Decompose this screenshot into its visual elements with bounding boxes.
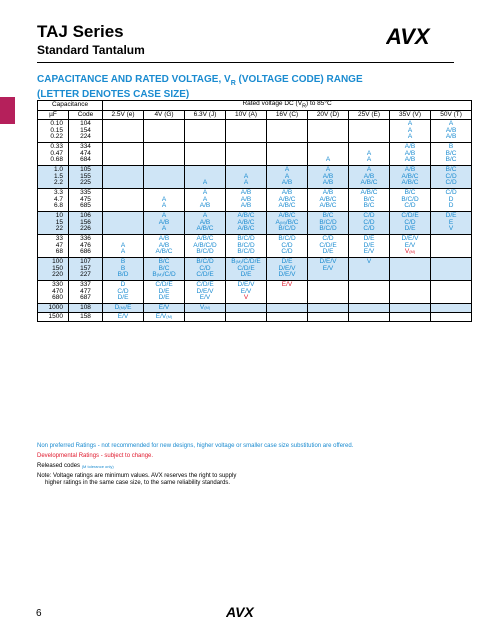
case-size-entry: C/D: [117, 287, 129, 295]
case-size-entry: A: [161, 211, 167, 219]
avx-logo: [386, 24, 446, 48]
case-size-cell: [226, 304, 267, 313]
case-size-cell: [349, 235, 390, 258]
case-size-cell: [349, 143, 390, 166]
case-size-entry: $E/V^{(M)}$: [155, 312, 173, 320]
case-size-entry: $B^{(M)}/C/D/E$: [231, 257, 261, 265]
case-size-entry: C/D/E: [237, 264, 255, 272]
table-row: [38, 258, 472, 281]
case-size-entry: C/D/E: [401, 211, 419, 219]
capacitance-uf: 100 150 220: [38, 258, 69, 281]
case-size-entry: A/B: [199, 218, 211, 226]
logo-text: AVX: [386, 24, 430, 48]
case-size-cell: [267, 281, 308, 304]
capacitance-uf: 1.0 1.5 2.2: [38, 166, 69, 189]
case-size-entry: E/V: [363, 248, 375, 256]
note-developmental: Developmental Ratings - subject to change.: [37, 453, 154, 459]
case-size-cell: [103, 212, 144, 235]
case-size-entry: B/C: [445, 165, 457, 173]
case-size-entry: B/D: [117, 271, 129, 279]
case-size-entry: C/D/E: [319, 241, 337, 249]
case-size-entry: C/D: [445, 188, 457, 196]
capacitance-uf: 1000: [38, 304, 69, 313]
case-size-cell: [103, 120, 144, 143]
footer-avx-logo: [226, 604, 268, 618]
capacitance-uf: 0.33 0.47 0.68: [38, 143, 69, 166]
case-size-entry: A/B: [445, 133, 457, 141]
case-size-entry: A/B/C: [237, 211, 255, 219]
note-nonpreferred: Non preferred Ratings - not recommended for new designs, higher voltage or smaller case size substitution are offered.: [37, 443, 354, 449]
case-size-entry: A/B: [445, 126, 457, 134]
case-size-entry: A: [120, 248, 126, 256]
case-size-entry: V: [448, 225, 454, 233]
capacitance-code: 108: [69, 304, 103, 313]
case-size-cell: [308, 281, 349, 304]
case-size-entry: D/E: [281, 257, 293, 265]
case-size-cell: [267, 189, 308, 212]
case-size-entry: A/B/C: [319, 202, 337, 210]
capacitance-voltage-table: [37, 100, 472, 322]
case-size-entry: A: [202, 188, 208, 196]
case-size-entry: A/B: [404, 156, 416, 164]
case-size-cell: [349, 258, 390, 281]
case-size-cell: [267, 258, 308, 281]
case-size-cell: [267, 313, 308, 322]
table-row: [38, 166, 472, 189]
header-rule: [37, 62, 454, 63]
case-size-cell: [308, 258, 349, 281]
case-size-entry: E: [448, 218, 454, 226]
case-size-entry: A/B/C: [401, 179, 419, 187]
case-size-entry: A/B: [158, 241, 170, 249]
case-size-entry: $V^{(M)}$: [404, 248, 416, 256]
case-size-entry: A/B/C: [278, 211, 296, 219]
capacitance-uf: 0.10 0.15 0.22: [38, 120, 69, 143]
case-size-entry: B/C/D: [196, 257, 214, 265]
case-size-cell: [185, 120, 226, 143]
case-size-cell: [390, 258, 431, 281]
case-size-entry: C/D/E: [196, 271, 214, 279]
case-size-cell: [308, 235, 349, 258]
case-size-entry: D/E: [404, 225, 416, 233]
case-size-entry: C/D: [281, 241, 293, 249]
case-size-entry: A: [284, 172, 290, 180]
case-size-cell: [103, 258, 144, 281]
case-size-cell: [144, 258, 185, 281]
case-size-entry: A/B/C: [360, 188, 378, 196]
case-size-cell: [349, 304, 390, 313]
case-size-entry: A: [325, 156, 331, 164]
case-size-cell: [226, 189, 267, 212]
capacitance-code: 104 154 224: [69, 120, 103, 143]
case-size-entry: C/D: [363, 211, 375, 219]
case-size-cell: [185, 304, 226, 313]
capacitance-header: Capacitance: [38, 101, 103, 111]
case-size-cell: [185, 143, 226, 166]
case-size-entry: A: [202, 179, 208, 187]
case-size-entry: A/B: [322, 172, 334, 180]
case-size-cell: [349, 281, 390, 304]
case-size-entry: A/B: [404, 165, 416, 173]
case-size-entry: A: [407, 126, 413, 134]
case-size-entry: A: [366, 156, 372, 164]
case-size-entry: $V^{(M)}$: [199, 303, 211, 311]
capacitance-code: 106 156 226: [69, 212, 103, 235]
case-size-entry: B: [448, 142, 454, 150]
case-size-entry: D/E/V: [237, 280, 255, 288]
case-size-entry: $B^{(M)}/C/D$: [152, 271, 176, 279]
case-size-entry: E/V: [281, 280, 293, 288]
case-size-entry: D/E: [117, 294, 129, 302]
case-size-cell: [431, 189, 472, 212]
case-size-cell: [103, 235, 144, 258]
case-size-cell: [226, 258, 267, 281]
case-size-entry: A/B/C: [237, 225, 255, 233]
case-size-cell: [267, 120, 308, 143]
voltage-column-header: 25V (E): [349, 111, 390, 120]
case-size-entry: A: [202, 211, 208, 219]
case-size-entry: B/C: [363, 195, 375, 203]
case-size-entry: $A^{(M)}/B/C$: [275, 218, 299, 226]
case-size-entry: B/C/D: [401, 195, 419, 203]
case-size-cell: [390, 235, 431, 258]
case-size-cell: [267, 212, 308, 235]
case-size-entry: $D^{(M)}/E$: [114, 303, 132, 311]
case-size-entry: C/D: [281, 248, 293, 256]
case-size-entry: [267, 295, 307, 302]
capacitance-code: 334 474 684: [69, 143, 103, 166]
voltage-column-header: 10V (A): [226, 111, 267, 120]
case-size-entry: A/B/C: [319, 195, 337, 203]
case-size-entry: B/C/D: [319, 225, 337, 233]
case-size-cell: [267, 166, 308, 189]
voltage-column-header: 4V (G): [144, 111, 185, 120]
case-size-entry: E/V: [322, 264, 334, 272]
case-size-cell: [185, 212, 226, 235]
capacitance-uf: 1500: [38, 313, 69, 322]
case-size-cell: [226, 120, 267, 143]
case-size-cell: [103, 189, 144, 212]
case-size-entry: B/C/D: [237, 248, 255, 256]
case-size-entry: C/D: [363, 218, 375, 226]
case-size-entry: A: [243, 172, 249, 180]
case-size-entry: D: [448, 202, 454, 210]
capacitance-code: 336 476 686: [69, 235, 103, 258]
case-size-entry: A/B: [281, 188, 293, 196]
case-size-cell: [431, 143, 472, 166]
case-size-entry: A: [161, 225, 167, 233]
case-size-cell: [390, 281, 431, 304]
case-size-entry: A/B/C: [278, 202, 296, 210]
case-size-cell: [308, 313, 349, 322]
case-size-entry: C/D: [404, 218, 416, 226]
case-size-cell: [390, 120, 431, 143]
case-size-entry: A/B: [240, 202, 252, 210]
case-size-cell: [144, 189, 185, 212]
capacitance-uf: 3.3 4.7 6.8: [38, 189, 69, 212]
footer-logo-text: AVX: [226, 604, 254, 618]
case-size-entry: B/C: [158, 257, 170, 265]
case-size-cell: [431, 281, 472, 304]
case-size-cell: [226, 212, 267, 235]
case-size-entry: D/E: [240, 271, 252, 279]
voltage-column-header: 20V (D): [308, 111, 349, 120]
case-size-cell: [431, 235, 472, 258]
case-size-entry: B/C/D: [278, 225, 296, 233]
section-heading: CAPACITANCE AND RATED VOLTAGE, $V_R$ (VOLTAGE CODE) RANGE (LETTER DENOTES CASE SIZE): [37, 74, 363, 100]
case-size-cell: [144, 313, 185, 322]
case-size-cell: [390, 189, 431, 212]
case-size-entry: B/C: [158, 264, 170, 272]
case-size-entry: A/B: [158, 218, 170, 226]
voltage-column-header: 16V (C): [267, 111, 308, 120]
case-size-entry: A: [161, 202, 167, 210]
case-size-entry: C/D: [445, 179, 457, 187]
case-size-entry: A: [243, 179, 249, 187]
case-size-cell: [308, 212, 349, 235]
case-size-entry: C/D: [404, 202, 416, 210]
case-size-cell: [185, 313, 226, 322]
table-row: [38, 212, 472, 235]
capacitance-uf: 33 47 68: [38, 235, 69, 258]
case-size-cell: [431, 212, 472, 235]
case-size-entry: B/C: [322, 211, 334, 219]
case-size-cell: [226, 166, 267, 189]
series-title: TAJ Series: [37, 22, 124, 41]
notes: [37, 443, 437, 490]
table-row: [38, 235, 472, 258]
case-size-entry: A/B: [199, 202, 211, 210]
table-row: [38, 120, 472, 143]
case-size-cell: [144, 166, 185, 189]
case-size-cell: [144, 120, 185, 143]
case-size-cell: [226, 313, 267, 322]
case-size-entry: B/C/D: [237, 234, 255, 242]
case-size-cell: [308, 143, 349, 166]
case-size-cell: [349, 313, 390, 322]
case-size-cell: [267, 235, 308, 258]
case-size-cell: [308, 189, 349, 212]
case-size-cell: [144, 304, 185, 313]
voltage-column-header: 35V (V): [390, 111, 431, 120]
case-size-entry: A/B: [240, 188, 252, 196]
case-size-entry: A: [407, 119, 413, 127]
table-row: [38, 189, 472, 212]
capacitance-code: 107 157 227: [69, 258, 103, 281]
case-size-entry: E/V: [404, 241, 416, 249]
case-size-cell: [144, 235, 185, 258]
case-size-entry: A/B/C: [196, 225, 214, 233]
case-size-entry: E/V: [117, 312, 129, 320]
capacitance-code: 337 477 687: [69, 281, 103, 304]
case-size-cell: [226, 281, 267, 304]
case-size-entry: D/E/V: [319, 257, 337, 265]
case-size-entry: A/B/C: [360, 179, 378, 187]
voltage-column-header: 6.3V (J): [185, 111, 226, 120]
case-size-entry: A/B/C: [401, 172, 419, 180]
case-size-entry: A/B: [404, 142, 416, 150]
case-size-cell: [144, 212, 185, 235]
case-size-cell: [390, 304, 431, 313]
capacitance-code: 335 475 685: [69, 189, 103, 212]
case-size-entry: D: [448, 195, 454, 203]
case-size-entry: A/B/C: [196, 234, 214, 242]
case-size-entry: B/C: [445, 149, 457, 157]
case-size-entry: D/E: [445, 211, 457, 219]
case-size-cell: [431, 258, 472, 281]
case-size-entry: A: [366, 165, 372, 173]
table-row: [38, 143, 472, 166]
uf-column-header: µF: [38, 111, 69, 120]
case-size-cell: [103, 304, 144, 313]
case-size-entry: E/V: [199, 294, 211, 302]
case-size-entry: D/E: [322, 248, 334, 256]
case-size-entry: A/B/C/D: [193, 241, 217, 249]
case-size-cell: [185, 258, 226, 281]
case-size-cell: [103, 281, 144, 304]
case-size-cell: [308, 166, 349, 189]
case-size-entry: A/B: [158, 234, 170, 242]
case-size-entry: D/E/V: [401, 234, 419, 242]
table-row: [38, 304, 472, 313]
section-tab: [0, 97, 15, 124]
case-size-entry: B/C/D: [319, 218, 337, 226]
capacitance-code: 158: [69, 313, 103, 322]
case-size-entry: A: [366, 149, 372, 157]
case-size-entry: A/B: [240, 195, 252, 203]
case-size-entry: C/D: [363, 225, 375, 233]
case-size-entry: A/B/C: [237, 218, 255, 226]
case-size-cell: [226, 143, 267, 166]
case-size-cell: [349, 189, 390, 212]
case-size-entry: A/B: [322, 179, 334, 187]
case-size-cell: [308, 120, 349, 143]
case-size-entry: E/V: [240, 287, 252, 295]
case-size-cell: [390, 143, 431, 166]
case-size-cell: [349, 120, 390, 143]
case-size-cell: [185, 235, 226, 258]
case-size-cell: [431, 304, 472, 313]
series-subtitle: Standard Tantalum: [37, 43, 145, 57]
case-size-entry: B: [120, 264, 126, 272]
case-size-cell: [103, 166, 144, 189]
case-size-cell: [103, 143, 144, 166]
case-size-entry: A: [161, 195, 167, 203]
code-column-header: Code: [69, 111, 103, 120]
capacitance-uf: 330 470 680: [38, 281, 69, 304]
case-size-cell: [103, 313, 144, 322]
voltage-column-header: 50V (T): [431, 111, 472, 120]
case-size-entry: D/E: [158, 287, 170, 295]
case-size-entry: C/D/E: [155, 280, 173, 288]
case-size-cell: [308, 304, 349, 313]
table-row: [38, 281, 472, 304]
case-size-entry: B/C: [404, 188, 416, 196]
case-size-entry: V: [243, 294, 249, 302]
table-row: [38, 313, 472, 322]
case-size-cell: [390, 313, 431, 322]
case-size-entry: E/V: [158, 303, 170, 311]
case-size-cell: [144, 143, 185, 166]
case-size-entry: A/B/C: [278, 195, 296, 203]
case-size-entry: D: [120, 280, 126, 288]
case-size-entry: B/C: [363, 202, 375, 210]
case-size-cell: [185, 166, 226, 189]
case-size-entry: D/E/V: [196, 287, 214, 295]
note-released: Released codes $^{(M tolerance only)}$: [37, 463, 114, 469]
case-size-entry: C/D: [322, 234, 334, 242]
case-size-entry: B/C: [445, 156, 457, 164]
case-size-cell: [185, 189, 226, 212]
case-size-cell: [431, 166, 472, 189]
case-size-entry: A: [448, 119, 454, 127]
case-size-entry: V: [366, 257, 372, 265]
capacitance-uf: 10 15 22: [38, 212, 69, 235]
case-size-entry: A/B/C: [155, 248, 173, 256]
case-size-cell: [390, 212, 431, 235]
case-size-cell: [431, 313, 472, 322]
case-size-entry: D/E/V: [278, 271, 296, 279]
rated-voltage-header: Rated voltage DC $(V_R)$ to 85°C: [103, 101, 472, 111]
case-size-cell: [226, 235, 267, 258]
case-size-cell: [267, 143, 308, 166]
case-size-entry: B/C/D: [196, 248, 214, 256]
case-size-cell: [144, 281, 185, 304]
case-size-cell: [349, 212, 390, 235]
case-size-cell: [431, 120, 472, 143]
case-size-cell: [349, 166, 390, 189]
page-number: 6: [36, 608, 42, 619]
case-size-entry: A: [284, 165, 290, 173]
case-size-entry: A/B: [404, 149, 416, 157]
case-size-cell: [267, 304, 308, 313]
case-size-cell: [185, 281, 226, 304]
case-size-entry: C/D/E: [196, 280, 214, 288]
case-size-entry: B/C/D: [237, 241, 255, 249]
case-size-entry: [349, 272, 389, 279]
case-size-entry: D/E: [363, 234, 375, 242]
case-size-entry: A/B: [281, 179, 293, 187]
case-size-entry: D/E/V: [278, 264, 296, 272]
case-size-entry: C/D: [199, 264, 211, 272]
case-size-entry: D/E: [363, 241, 375, 249]
case-size-cell: [390, 166, 431, 189]
capacitance-code: 105 155 225: [69, 166, 103, 189]
case-size-entry: A: [325, 165, 331, 173]
case-size-entry: A/B: [363, 172, 375, 180]
case-size-entry: A: [120, 241, 126, 249]
voltage-column-header: 2.5V (e): [103, 111, 144, 120]
case-size-entry: A/B: [322, 188, 334, 196]
case-size-entry: C/D: [445, 172, 457, 180]
case-size-entry: D/E: [158, 294, 170, 302]
note-voltage: Note: Voltage ratings are minimum values. AVX reserves the right to supply higher ratings in the same case size, to the same reliability standards.: [37, 473, 237, 486]
case-size-entry: [308, 272, 348, 279]
case-size-entry: B/C/D: [278, 234, 296, 242]
case-size-entry: A: [202, 195, 208, 203]
case-size-entry: B: [120, 257, 126, 265]
case-size-entry: A: [407, 133, 413, 141]
